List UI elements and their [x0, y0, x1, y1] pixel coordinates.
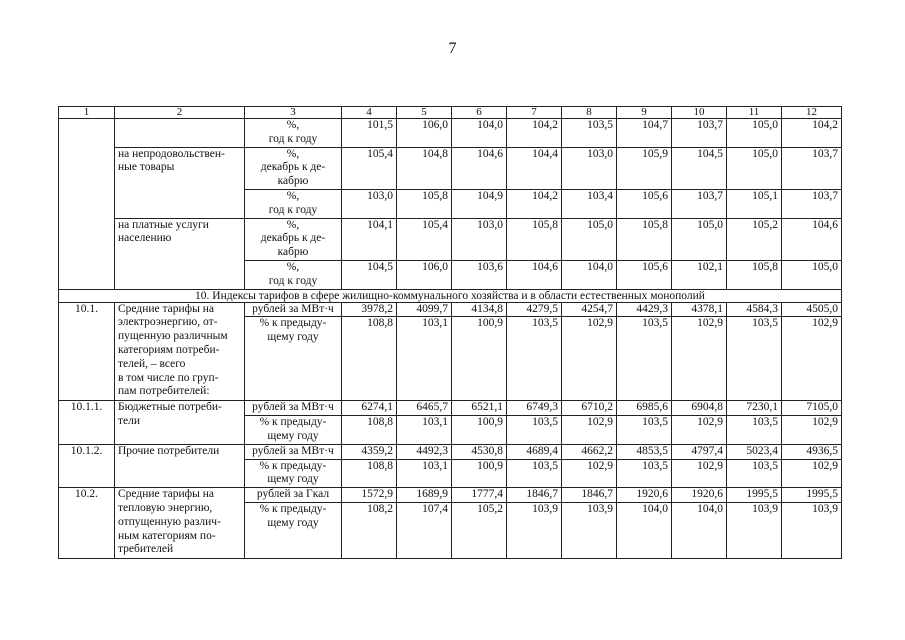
indicator-name-cell: Средние тарифы на тепловую энергию, отпущенную различ- ным категориям по- требителей — [115, 488, 245, 559]
value-cell: 105,4 — [342, 147, 397, 189]
indicator-name-cell: Средние тарифы на электроэнергию, от- пущенную различным категориям потреби- телей, – всего в том числе по груп- пам потребителей: — [115, 302, 245, 401]
table-row — [59, 444, 842, 459]
value-cell: 4134,8 — [452, 302, 507, 317]
unit-cell: %, год к году — [245, 119, 342, 148]
value-cell: 1920,6 — [672, 488, 727, 503]
row-code-cell — [59, 119, 115, 290]
table-row — [59, 488, 842, 503]
value-cell: 108,8 — [342, 317, 397, 401]
column-number-cell: 4 — [342, 107, 397, 119]
value-cell: 4429,3 — [617, 302, 672, 317]
unit-cell: % к предыду- щему году — [245, 502, 342, 558]
value-cell: 1689,9 — [397, 488, 452, 503]
section-title: 10. Индексы тарифов в сфере жилищно-коммунального хозяйства и в области естественных монополий — [59, 289, 842, 302]
value-cell: 105,9 — [617, 147, 672, 189]
value-cell: 102,9 — [672, 416, 727, 445]
value-cell: 108,8 — [342, 459, 397, 488]
value-cell: 4279,5 — [507, 302, 562, 317]
row-code-cell: 10.1.1. — [59, 401, 115, 444]
row-code-cell: 10.1.2. — [59, 444, 115, 487]
value-cell: 103,5 — [507, 416, 562, 445]
value-cell: 104,4 — [507, 147, 562, 189]
column-number-cell: 6 — [452, 107, 507, 119]
value-cell: 6521,1 — [452, 401, 507, 416]
value-cell: 7105,0 — [782, 401, 842, 416]
value-cell: 103,5 — [507, 317, 562, 401]
value-cell: 105,8 — [617, 218, 672, 260]
value-cell: 101,5 — [342, 119, 397, 148]
column-number-cell: 12 — [782, 107, 842, 119]
value-cell: 103,5 — [727, 317, 782, 401]
value-cell: 104,2 — [507, 119, 562, 148]
indicator-name-cell: Бюджетные потреби- тели — [115, 401, 245, 444]
value-cell: 103,5 — [727, 459, 782, 488]
value-cell: 102,9 — [672, 459, 727, 488]
unit-cell: рублей за МВт·ч — [245, 302, 342, 317]
table-body — [59, 107, 842, 559]
value-cell: 100,9 — [452, 416, 507, 445]
unit-cell: %, год к году — [245, 260, 342, 289]
column-number-cell: 10 — [672, 107, 727, 119]
indicator-name-cell: на непродовольствен- ные товары — [115, 147, 245, 218]
value-cell: 103,7 — [672, 119, 727, 148]
value-cell: 1846,7 — [507, 488, 562, 503]
value-cell: 103,7 — [782, 147, 842, 189]
value-cell: 4584,3 — [727, 302, 782, 317]
value-cell: 6274,1 — [342, 401, 397, 416]
indicator-name-cell — [115, 119, 245, 148]
column-number-cell: 7 — [507, 107, 562, 119]
value-cell: 102,9 — [562, 459, 617, 488]
value-cell: 1846,7 — [562, 488, 617, 503]
value-cell: 6985,6 — [617, 401, 672, 416]
value-cell: 103,0 — [562, 147, 617, 189]
unit-cell: %, год к году — [245, 189, 342, 218]
value-cell: 105,0 — [727, 119, 782, 148]
column-number-cell: 3 — [245, 107, 342, 119]
section-row — [59, 289, 842, 302]
value-cell: 104,6 — [507, 260, 562, 289]
value-cell: 103,5 — [617, 416, 672, 445]
value-cell: 104,2 — [782, 119, 842, 148]
table-row — [59, 302, 842, 317]
table-row — [59, 147, 842, 189]
unit-cell: рублей за МВт·ч — [245, 444, 342, 459]
unit-cell: рублей за Гкал — [245, 488, 342, 503]
value-cell: 103,1 — [397, 416, 452, 445]
value-cell: 104,8 — [397, 147, 452, 189]
value-cell: 6710,2 — [562, 401, 617, 416]
value-cell: 103,9 — [507, 502, 562, 558]
unit-cell: рублей за МВт·ч — [245, 401, 342, 416]
value-cell: 105,6 — [617, 260, 672, 289]
value-cell: 104,9 — [452, 189, 507, 218]
value-cell: 6465,7 — [397, 401, 452, 416]
value-cell: 105,2 — [452, 502, 507, 558]
value-cell: 4797,4 — [672, 444, 727, 459]
column-number-cell: 5 — [397, 107, 452, 119]
table-row — [59, 119, 842, 148]
value-cell: 104,0 — [617, 502, 672, 558]
value-cell: 4689,4 — [507, 444, 562, 459]
value-cell: 105,0 — [562, 218, 617, 260]
value-cell: 102,9 — [782, 317, 842, 401]
value-cell: 103,0 — [342, 189, 397, 218]
table-row — [59, 218, 842, 260]
value-cell: 104,0 — [562, 260, 617, 289]
value-cell: 106,0 — [397, 260, 452, 289]
unit-cell: % к предыду- щему году — [245, 459, 342, 488]
value-cell: 102,9 — [782, 459, 842, 488]
value-cell: 6749,3 — [507, 401, 562, 416]
row-code-cell: 10.2. — [59, 488, 115, 559]
value-cell: 104,0 — [672, 502, 727, 558]
value-cell: 104,5 — [672, 147, 727, 189]
value-cell: 105,8 — [727, 260, 782, 289]
value-cell: 5023,4 — [727, 444, 782, 459]
value-cell: 4378,1 — [672, 302, 727, 317]
value-cell: 4505,0 — [782, 302, 842, 317]
value-cell: 106,0 — [397, 119, 452, 148]
value-cell: 1995,5 — [727, 488, 782, 503]
tariff-index-table — [58, 106, 842, 559]
value-cell: 1777,4 — [452, 488, 507, 503]
value-cell: 103,5 — [507, 459, 562, 488]
page-number: 7 — [448, 40, 457, 57]
value-cell: 4662,2 — [562, 444, 617, 459]
column-number-cell: 1 — [59, 107, 115, 119]
value-cell: 103,9 — [562, 502, 617, 558]
value-cell: 4853,5 — [617, 444, 672, 459]
value-cell: 104,2 — [507, 189, 562, 218]
value-cell: 108,2 — [342, 502, 397, 558]
column-number-row — [59, 107, 842, 119]
value-cell: 103,1 — [397, 317, 452, 401]
value-cell: 104,7 — [617, 119, 672, 148]
value-cell: 1572,9 — [342, 488, 397, 503]
value-cell: 103,9 — [782, 502, 842, 558]
value-cell: 104,6 — [782, 218, 842, 260]
value-cell: 105,0 — [727, 147, 782, 189]
value-cell: 102,9 — [562, 317, 617, 401]
value-cell: 4492,3 — [397, 444, 452, 459]
value-cell: 105,2 — [727, 218, 782, 260]
value-cell: 105,6 — [617, 189, 672, 218]
value-cell: 105,0 — [782, 260, 842, 289]
value-cell: 105,4 — [397, 218, 452, 260]
value-cell: 105,8 — [507, 218, 562, 260]
row-code-cell: 10.1. — [59, 302, 115, 401]
value-cell: 100,9 — [452, 317, 507, 401]
value-cell: 103,4 — [562, 189, 617, 218]
value-cell: 103,5 — [617, 459, 672, 488]
value-cell: 103,7 — [782, 189, 842, 218]
value-cell: 105,0 — [672, 218, 727, 260]
value-cell: 4936,5 — [782, 444, 842, 459]
value-cell: 103,5 — [727, 416, 782, 445]
unit-cell: %, декабрь к де- кабрю — [245, 218, 342, 260]
column-number-cell: 8 — [562, 107, 617, 119]
value-cell: 100,9 — [452, 459, 507, 488]
value-cell: 4254,7 — [562, 302, 617, 317]
value-cell: 4359,2 — [342, 444, 397, 459]
value-cell: 102,9 — [562, 416, 617, 445]
column-number-cell: 9 — [617, 107, 672, 119]
value-cell: 103,1 — [397, 459, 452, 488]
value-cell: 3978,2 — [342, 302, 397, 317]
value-cell: 103,5 — [617, 317, 672, 401]
value-cell: 102,1 — [672, 260, 727, 289]
column-number-cell: 2 — [115, 107, 245, 119]
value-cell: 1920,6 — [617, 488, 672, 503]
value-cell: 103,6 — [452, 260, 507, 289]
value-cell: 4099,7 — [397, 302, 452, 317]
value-cell: 104,0 — [452, 119, 507, 148]
value-cell: 102,9 — [672, 317, 727, 401]
unit-cell: %, декабрь к де- кабрю — [245, 147, 342, 189]
value-cell: 104,1 — [342, 218, 397, 260]
value-cell: 104,5 — [342, 260, 397, 289]
value-cell: 103,9 — [727, 502, 782, 558]
value-cell: 6904,8 — [672, 401, 727, 416]
value-cell: 103,7 — [672, 189, 727, 218]
value-cell: 7230,1 — [727, 401, 782, 416]
unit-cell: % к предыду- щему году — [245, 317, 342, 401]
value-cell: 103,5 — [562, 119, 617, 148]
value-cell: 102,9 — [782, 416, 842, 445]
table-row — [59, 401, 842, 416]
value-cell: 108,8 — [342, 416, 397, 445]
column-number-cell: 11 — [727, 107, 782, 119]
value-cell: 107,4 — [397, 502, 452, 558]
value-cell: 4530,8 — [452, 444, 507, 459]
value-cell: 103,0 — [452, 218, 507, 260]
value-cell: 105,1 — [727, 189, 782, 218]
value-cell: 105,8 — [397, 189, 452, 218]
value-cell: 1995,5 — [782, 488, 842, 503]
indicator-name-cell: на платные услуги населению — [115, 218, 245, 289]
value-cell: 104,6 — [452, 147, 507, 189]
indicator-name-cell: Прочие потребители — [115, 444, 245, 487]
unit-cell: % к предыду- щему году — [245, 416, 342, 445]
